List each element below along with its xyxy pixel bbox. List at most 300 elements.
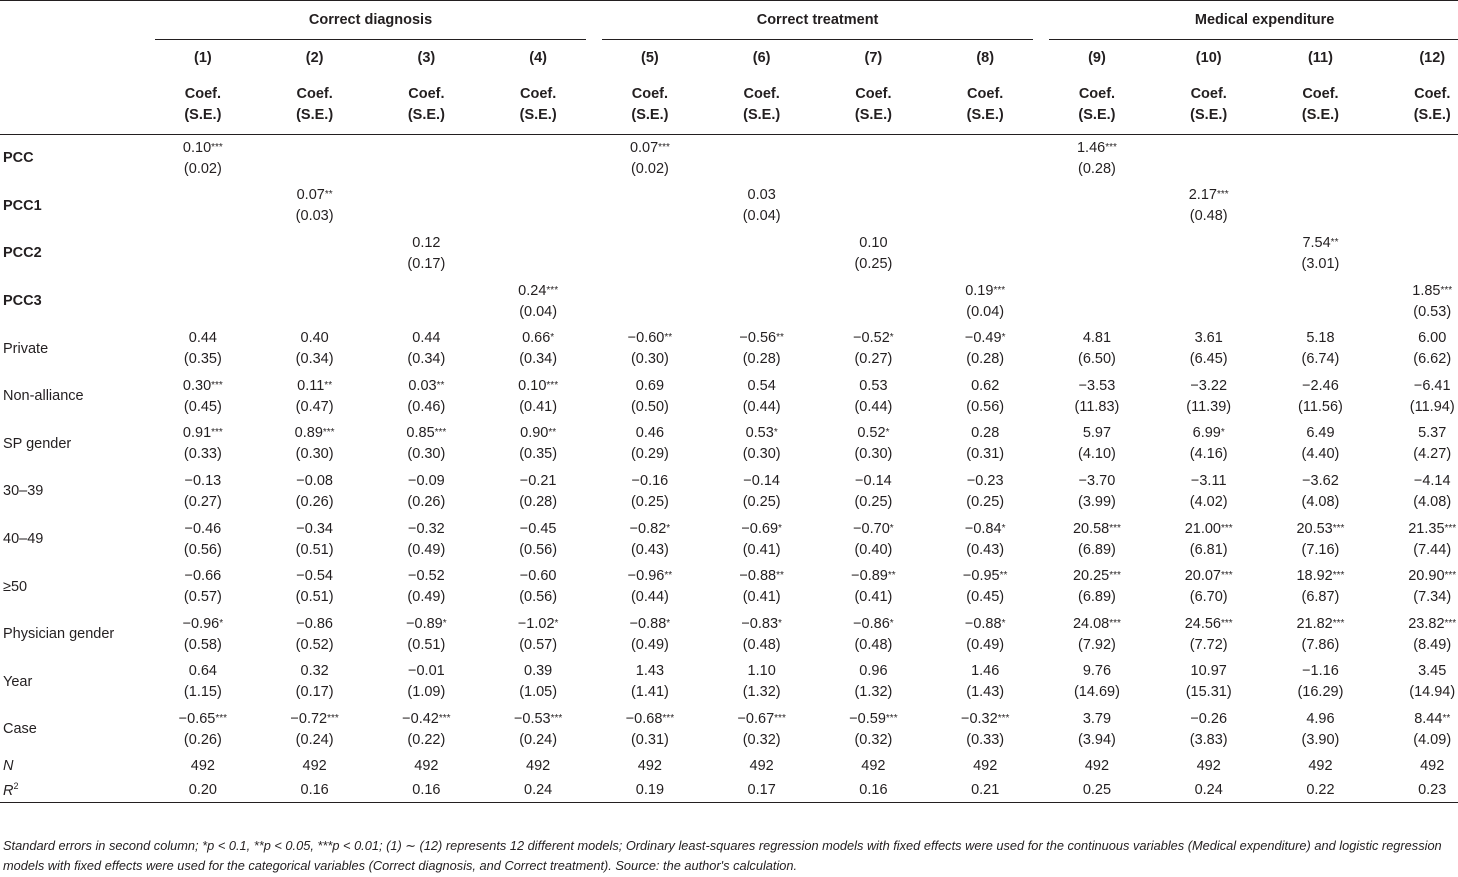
coefficient — [1153, 661, 1265, 682]
standard-error: (0.49) — [966, 636, 1005, 653]
coefficient — [1265, 709, 1377, 730]
coefficient — [706, 709, 818, 730]
n-value: 492 — [414, 757, 439, 774]
significance-stars: * — [219, 617, 224, 629]
table-cell — [371, 421, 483, 469]
table-cell — [1153, 135, 1265, 183]
significance-stars: *** — [1332, 522, 1345, 534]
table-cell — [706, 659, 818, 707]
coefficient — [706, 661, 818, 682]
standard-error: (0.52) — [295, 636, 334, 653]
significance-stars: *** — [658, 141, 670, 153]
coefficient-value: 0.07 — [629, 139, 659, 156]
coefficient — [818, 566, 930, 587]
table-cell — [1153, 325, 1265, 373]
group-header-correct-treatment: Correct treatment — [594, 1, 1041, 41]
coefficient — [259, 566, 371, 587]
standard-error: (4.02) — [1189, 493, 1228, 510]
coef-label: Coef. — [408, 86, 445, 102]
standard-error: (0.41) — [742, 589, 781, 606]
standard-error: (0.47) — [295, 398, 334, 415]
table-cell — [1265, 659, 1377, 707]
model-number-header: (3) — [417, 50, 436, 66]
coefficient — [259, 471, 371, 492]
table-cell — [1153, 706, 1265, 754]
standard-error: (0.22) — [407, 731, 446, 748]
coefficient — [929, 566, 1041, 587]
coef-label: Coef. — [184, 86, 221, 102]
table-cell — [147, 278, 259, 326]
coefficient-value: 0.62 — [971, 377, 1000, 394]
coefficient — [1153, 614, 1265, 635]
coefficient-value: −0.42 — [402, 710, 439, 727]
standard-error: (0.33) — [183, 446, 222, 463]
coef-label: Coef. — [1078, 86, 1116, 102]
table-cell — [1041, 468, 1153, 516]
standard-error: (6.70) — [1189, 589, 1228, 606]
coefficient — [1041, 376, 1153, 397]
table-cell — [371, 373, 483, 421]
standard-error: (0.04) — [966, 303, 1005, 320]
table-cell — [1041, 516, 1153, 564]
table-cell — [1041, 230, 1153, 278]
standard-error: (0.45) — [966, 589, 1005, 606]
standard-error: (0.49) — [407, 541, 446, 558]
coefficient-value: 0.03 — [747, 187, 776, 204]
r-squared-value: 0.22 — [1265, 778, 1377, 803]
standard-error: (11.83) — [1074, 398, 1120, 415]
coefficient — [371, 423, 483, 444]
significance-stars: ** — [776, 332, 784, 344]
standard-error: (6.45) — [1189, 351, 1228, 368]
coefficient-value: −3.70 — [1078, 472, 1116, 489]
coefficient — [1376, 281, 1458, 302]
significance-stars: *** — [1332, 570, 1345, 582]
coef-label: Coef. — [967, 86, 1004, 102]
table-cell — [1376, 563, 1458, 611]
significance-stars: *** — [546, 284, 559, 296]
significance-stars: * — [773, 427, 778, 439]
table-cell — [706, 135, 818, 183]
r-squared-value: 0.24 — [1153, 778, 1265, 803]
se-label: (S.E.) — [854, 107, 892, 123]
coefficient — [818, 471, 930, 492]
coefficient-value: −0.95 — [962, 568, 1000, 585]
table-cell — [259, 611, 371, 659]
standard-error: (0.57) — [183, 589, 222, 606]
coefficient-value: −0.88 — [739, 568, 777, 585]
table-cell — [1376, 135, 1458, 183]
table-cell — [482, 516, 594, 564]
coefficient-value: 1.46 — [971, 663, 1000, 680]
coefficient-value: −0.67 — [737, 710, 775, 727]
coefficient-value: −0.60 — [519, 568, 557, 585]
table-cell — [482, 421, 594, 469]
standard-error: (0.51) — [295, 541, 334, 558]
standard-error: (0.35) — [183, 351, 222, 368]
coefficient — [929, 328, 1041, 349]
coefficient — [818, 423, 930, 444]
table-cell — [1041, 563, 1153, 611]
coefficient-value: −0.84 — [964, 520, 1002, 537]
coefficient-value: −0.59 — [849, 710, 886, 727]
standard-error: (0.51) — [295, 589, 334, 606]
coef-label: Coef. — [296, 86, 333, 102]
se-label: (S.E.) — [1413, 107, 1451, 123]
table-cell — [259, 659, 371, 707]
table-cell — [482, 611, 594, 659]
coefficient-value: 7.54 — [1302, 234, 1331, 251]
coefficient-value: −4.14 — [1413, 472, 1451, 489]
coefficient — [482, 281, 594, 302]
standard-error: (0.29) — [630, 446, 669, 463]
table-cell — [818, 706, 930, 754]
table-cell — [259, 706, 371, 754]
coefficient — [259, 709, 371, 730]
significance-stars: * — [442, 617, 447, 629]
coefficient-value: −0.56 — [739, 330, 777, 347]
table-cell — [929, 278, 1041, 326]
significance-stars: *** — [662, 712, 675, 724]
table-cell — [259, 325, 371, 373]
coefficient-value: 24.56 — [1184, 615, 1221, 632]
table-cell — [706, 373, 818, 421]
coefficient-value: 5.97 — [1082, 425, 1112, 442]
standard-error: (0.40) — [854, 541, 893, 558]
coefficient — [929, 709, 1041, 730]
significance-stars: *** — [1109, 522, 1121, 534]
coefficient — [1376, 423, 1458, 444]
coefficient-value: 0.54 — [747, 377, 776, 394]
row-label: Case — [3, 721, 37, 738]
coefficient — [147, 423, 259, 444]
standard-error: (0.02) — [630, 160, 669, 177]
coefficient-value: −0.26 — [1190, 710, 1228, 727]
coefficient — [1376, 328, 1458, 349]
standard-error: (0.27) — [854, 351, 893, 368]
table-cell — [1153, 373, 1265, 421]
coefficient-value: −0.21 — [519, 472, 557, 489]
coefficient — [371, 471, 483, 492]
coefficient-value: 20.07 — [1184, 568, 1221, 585]
table-cell — [1265, 563, 1377, 611]
significance-stars: ** — [324, 189, 333, 201]
significance-stars: *** — [774, 712, 786, 724]
coefficient — [1265, 328, 1377, 349]
coefficient-value: 0.46 — [635, 425, 665, 442]
standard-error: (0.43) — [966, 541, 1005, 558]
coefficient-value: 2.17 — [1188, 187, 1217, 204]
coefficient-value: −0.60 — [627, 330, 665, 347]
table-cell — [1376, 468, 1458, 516]
significance-stars: *** — [550, 712, 563, 724]
standard-error: (0.48) — [742, 636, 781, 653]
table-cell — [1041, 706, 1153, 754]
significance-stars: *** — [1109, 617, 1121, 629]
coefficient-value: −0.65 — [178, 710, 216, 727]
significance-stars: *** — [1444, 522, 1457, 534]
significance-stars: * — [889, 617, 894, 629]
significance-stars: *** — [1221, 617, 1233, 629]
coefficient — [259, 423, 371, 444]
coefficient — [1265, 376, 1377, 397]
standard-error: (0.41) — [519, 398, 558, 415]
table-cell — [929, 516, 1041, 564]
coefficient — [1376, 519, 1458, 540]
table-cell — [929, 468, 1041, 516]
standard-error: (4.16) — [1189, 446, 1228, 463]
coefficient-value: −0.46 — [184, 520, 222, 537]
table-cell — [1265, 183, 1377, 231]
coefficient-value: −3.62 — [1302, 472, 1339, 489]
coefficient-value: 23.82 — [1408, 615, 1445, 632]
table-cell — [371, 278, 483, 326]
standard-error: (0.33) — [966, 731, 1005, 748]
standard-error: (0.32) — [742, 731, 781, 748]
table-cell — [1265, 516, 1377, 564]
coefficient-value: −0.69 — [741, 520, 779, 537]
coefficient-value: 0.10 — [182, 139, 212, 156]
table-row — [0, 706, 1458, 754]
r-squared-value: 0.19 — [594, 778, 706, 803]
coefficient — [818, 661, 930, 682]
standard-error: (4.40) — [1301, 446, 1340, 463]
coefficient — [482, 709, 594, 730]
n-value: 492 — [637, 757, 662, 774]
table-cell — [594, 325, 706, 373]
table-cell — [1265, 611, 1377, 659]
standard-error: (0.30) — [854, 446, 893, 463]
coefficient — [259, 376, 371, 397]
table-cell — [371, 325, 483, 373]
coefficient — [259, 614, 371, 635]
table-cell — [818, 659, 930, 707]
standard-error: (0.45) — [183, 398, 222, 415]
table-cell — [594, 611, 706, 659]
coef-se-header — [1153, 76, 1265, 135]
coefficient — [1265, 471, 1377, 492]
significance-stars: * — [1001, 522, 1006, 534]
coefficient-value: 0.89 — [294, 425, 323, 442]
coefficient-value: −0.88 — [629, 615, 667, 632]
coefficient — [1041, 566, 1153, 587]
coefficient — [259, 519, 371, 540]
significance-stars: * — [1001, 332, 1006, 344]
coefficient-value: 21.00 — [1184, 520, 1221, 537]
table-cell — [1153, 230, 1265, 278]
significance-stars: *** — [1109, 570, 1121, 582]
table-cell — [147, 659, 259, 707]
n-value: 492 — [526, 757, 551, 774]
coefficient — [929, 423, 1041, 444]
coefficient — [1153, 376, 1265, 397]
standard-error: (0.27) — [183, 493, 222, 510]
coefficient-value: 0.40 — [300, 330, 329, 347]
significance-stars: *** — [1221, 570, 1233, 582]
significance-stars: ** — [324, 379, 333, 391]
standard-error: (0.30) — [630, 351, 669, 368]
table-cell — [259, 421, 371, 469]
table-cell — [147, 421, 259, 469]
coefficient — [1376, 709, 1458, 730]
coefficient-value: 0.39 — [524, 663, 553, 680]
standard-error: (0.56) — [966, 398, 1005, 415]
table-cell — [371, 706, 483, 754]
table-cell — [1041, 421, 1153, 469]
table-row — [0, 468, 1458, 516]
coefficient — [371, 614, 483, 635]
significance-stars: ** — [1330, 236, 1339, 248]
table-cell — [594, 563, 706, 611]
standard-error: (0.44) — [854, 398, 893, 415]
coefficient-value: −0.09 — [408, 472, 445, 489]
table-row — [0, 611, 1458, 659]
standard-error: (0.56) — [183, 541, 222, 558]
standard-error: (0.56) — [519, 589, 558, 606]
significance-stars: ** — [999, 570, 1008, 582]
standard-error: (0.25) — [966, 493, 1005, 510]
coefficient — [371, 709, 483, 730]
table-cell — [706, 468, 818, 516]
standard-error: (0.03) — [295, 208, 334, 225]
se-label: (S.E.) — [1078, 107, 1116, 123]
significance-stars: *** — [1105, 141, 1117, 153]
coefficient-value: −0.96 — [627, 568, 665, 585]
table-cell — [1153, 611, 1265, 659]
r-squared-value: 0.25 — [1041, 778, 1153, 803]
table-cell — [929, 611, 1041, 659]
significance-stars: * — [554, 617, 559, 629]
coefficient — [706, 328, 818, 349]
table-cell — [371, 611, 483, 659]
coefficient-value: −0.89 — [406, 615, 443, 632]
significance-stars: ** — [887, 570, 896, 582]
n-value: 492 — [861, 757, 886, 774]
coefficient-value: 5.18 — [1306, 330, 1335, 347]
table-cell — [706, 325, 818, 373]
standard-error: (0.24) — [295, 731, 334, 748]
standard-error: (7.16) — [1301, 541, 1340, 558]
group-header-row — [0, 1, 1458, 41]
standard-error: (0.25) — [742, 493, 781, 510]
standard-error: (4.09) — [1413, 731, 1452, 748]
table-cell — [259, 373, 371, 421]
table-cell — [371, 659, 483, 707]
coefficient — [594, 138, 706, 159]
se-label: (S.E.) — [966, 107, 1004, 123]
model-number-header: (10) — [1195, 50, 1222, 66]
table-cell — [147, 516, 259, 564]
coefficient — [1041, 328, 1153, 349]
coefficient-value: 0.64 — [188, 663, 217, 680]
coefficient-value: −0.32 — [408, 520, 445, 537]
significance-stars: ** — [664, 570, 673, 582]
coefficient-value: −0.53 — [513, 710, 551, 727]
coefficient-value: −0.83 — [741, 615, 779, 632]
coefficient — [1041, 471, 1153, 492]
standard-error: (0.44) — [630, 589, 669, 606]
significance-stars: * — [666, 522, 671, 534]
coefficient-value: −0.34 — [296, 520, 333, 537]
table-cell — [1265, 325, 1377, 373]
r-squared-value: 0.24 — [482, 778, 594, 803]
coefficient — [929, 661, 1041, 682]
standard-error: (1.09) — [407, 684, 446, 701]
table-cell — [929, 325, 1041, 373]
table-cell — [929, 706, 1041, 754]
r-squared-value: 0.21 — [929, 778, 1041, 803]
coefficient-value: −1.16 — [1302, 663, 1339, 680]
table-cell — [594, 135, 706, 183]
coef-label: Coef. — [1190, 86, 1227, 102]
table-cell — [818, 278, 930, 326]
row-label: N — [3, 757, 14, 774]
standard-error: (0.50) — [630, 398, 669, 415]
standard-error: (0.24) — [519, 731, 558, 748]
group-header-medical-expenditure: Medical expenditure — [1041, 1, 1458, 41]
table-cell — [259, 135, 371, 183]
table-cell — [1041, 611, 1153, 659]
standard-error: (8.49) — [1413, 636, 1452, 653]
table-cell — [1376, 183, 1458, 231]
coefficient-value: 0.11 — [297, 377, 325, 394]
standard-error: (0.25) — [630, 493, 669, 510]
coefficient-value: 0.07 — [296, 187, 325, 204]
significance-stars: *** — [322, 427, 335, 439]
table-cell — [929, 659, 1041, 707]
row-label — [0, 778, 147, 803]
table-cell — [1376, 230, 1458, 278]
standard-error: (1.32) — [854, 684, 893, 701]
standard-error: (0.30) — [295, 446, 334, 463]
coefficient — [259, 185, 371, 206]
table-cell — [1376, 278, 1458, 326]
coefficient — [371, 519, 483, 540]
coefficient-value: −0.32 — [960, 710, 998, 727]
table-cell — [482, 183, 594, 231]
coefficient-value: −0.54 — [296, 568, 333, 585]
coefficient-value: 1.46 — [1076, 139, 1106, 156]
standard-error: (11.39) — [1186, 398, 1232, 415]
coefficient-value: −0.86 — [296, 615, 333, 632]
significance-stars: *** — [993, 284, 1006, 296]
coefficient-value: −2.46 — [1302, 377, 1339, 394]
coefficient-value: −0.13 — [184, 472, 222, 489]
standard-error: (6.89) — [1078, 541, 1116, 558]
coefficient — [594, 423, 706, 444]
coefficient — [818, 519, 930, 540]
standard-error: (16.29) — [1297, 684, 1344, 701]
coefficient-value: −0.82 — [629, 520, 667, 537]
coefficient-value: 3.61 — [1194, 330, 1223, 347]
table-cell — [818, 325, 930, 373]
standard-error: (1.32) — [742, 684, 781, 701]
se-label: (S.E.) — [1190, 107, 1228, 123]
coefficient — [147, 566, 259, 587]
table-cell — [259, 468, 371, 516]
se-label: (S.E.) — [743, 107, 781, 123]
table-cell — [1265, 706, 1377, 754]
standard-error: (0.34) — [519, 351, 558, 368]
coefficient-value: −0.14 — [743, 472, 780, 489]
coefficient-value: 0.53 — [745, 425, 774, 442]
table-row — [0, 325, 1458, 373]
coefficient — [706, 566, 818, 587]
coefficient — [706, 423, 818, 444]
coefficient — [818, 376, 930, 397]
model-number-header: (7) — [864, 50, 883, 66]
standard-error: (3.01) — [1301, 255, 1340, 272]
